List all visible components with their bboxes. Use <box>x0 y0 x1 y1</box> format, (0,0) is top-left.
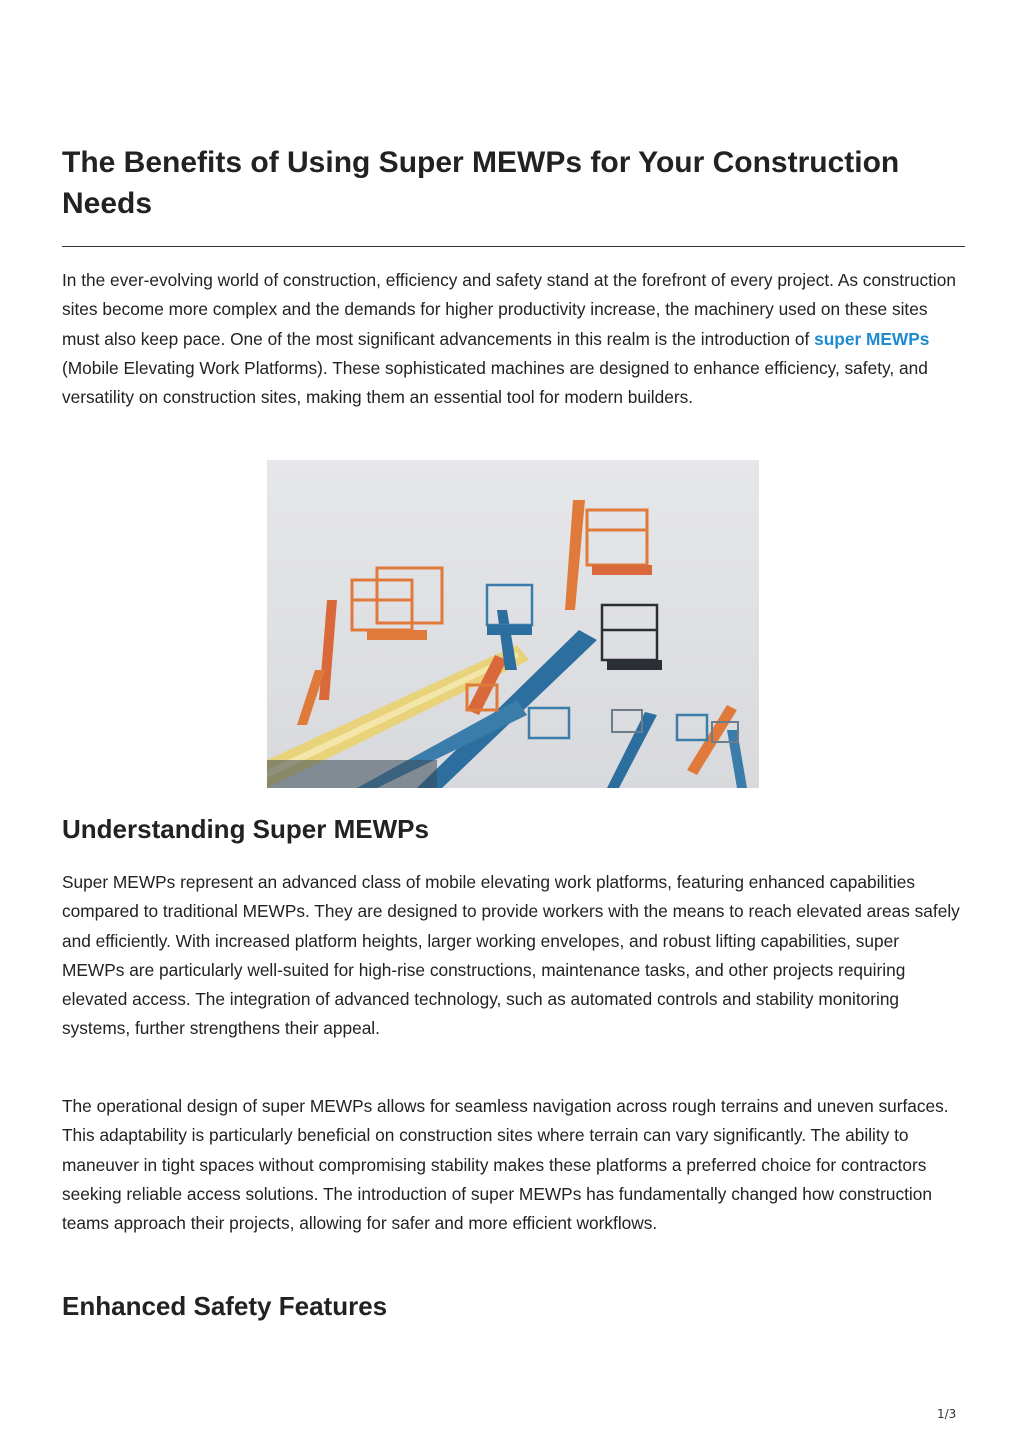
page-title: The Benefits of Using Super MEWPs for Your Construction Needs <box>62 146 900 220</box>
section1-paragraph-1: Super MEWPs represent an advanced class of mobile elevating work platforms, featuring enhanced capabilities compared to traditional MEWPs. They are designed to provide workers with the means to reach elevated areas safely and efficiently. With increased platform heights, larger working envelopes, and robust lifting capabilities, super MEWPs are particularly well-suited for high-rise constructions, maintenance tasks, and other projects requiring elevated access. The integration of advanced technology, such as automated controls and stability monitoring systems, further strengthens their appeal. <box>62 872 960 1039</box>
section-heading-safety: Enhanced Safety Features <box>62 1291 388 1321</box>
title-divider <box>62 246 965 247</box>
super-mewps-link[interactable]: super MEWPs <box>814 328 930 349</box>
section-heading-understanding: Understanding Super MEWPs <box>62 814 429 844</box>
hero-image-aerial-work-platforms <box>267 460 759 788</box>
section1-paragraph-2: The operational design of super MEWPs allows for seamless navigation across rough terrains and uneven surfaces. This adaptability is particularly beneficial on construction sites where terrain can vary significantly. The ability to maneuver in tight spaces without compromising stability makes these platforms a preferred choice for contractors seeking reliable access solutions. The introduction of super MEWPs has fundamentally changed how construction teams approach their projects, allowing for safer and more efficient workflows. <box>62 1096 949 1234</box>
page-number: 1/3 <box>937 1407 957 1421</box>
intro-paragraph: In the ever-evolving world of construction, efficiency and safety stand at the forefront of every project. As construction sites become more complex and the demands for higher productivity increase, the machinery used on these sites must also keep pace. One of the most significant advancements in this realm is the introduction of super MEWPs (Mobile Elevating Work Platforms). These sophisticated machines are designed to enhance efficiency, safety, and versatility on construction sites, making them an essential tool for modern builders. <box>62 270 956 408</box>
